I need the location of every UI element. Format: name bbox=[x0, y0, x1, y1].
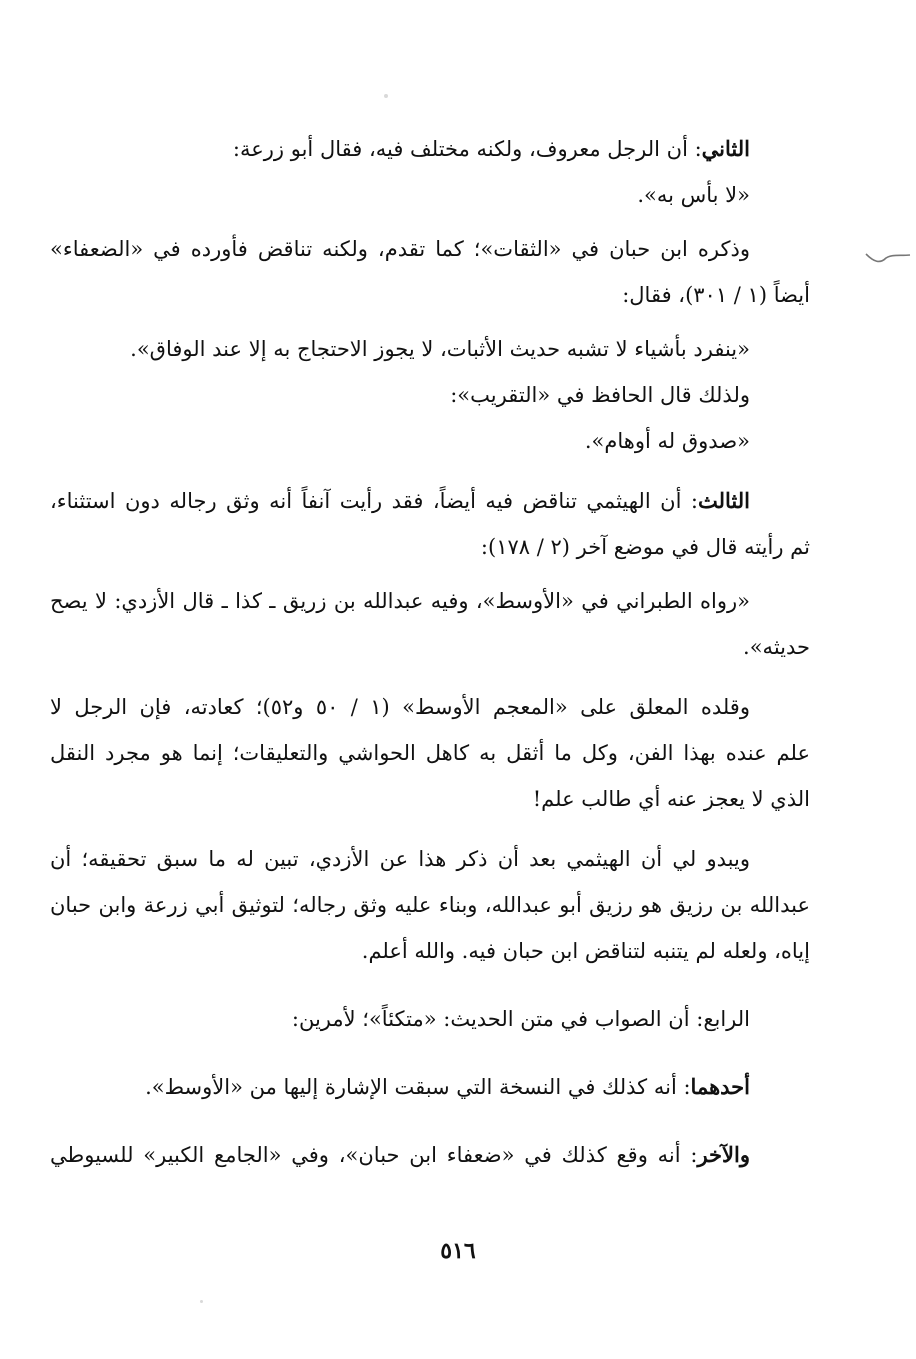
line-text: «لا بأس به». bbox=[637, 183, 750, 207]
text-line bbox=[50, 578, 810, 624]
text-line bbox=[50, 418, 810, 464]
line-text: «ينفرد بأشياء لا تشبه حديث الأثبات، لا يجوز الاحتجاج به إلا عند الوفاق». bbox=[130, 337, 750, 361]
line-text: : أن الهيثمي تناقض فيه أيضاً، فقد رأيت آنفاً أنه وثق رجاله دون استثناء، bbox=[50, 489, 698, 513]
text-line bbox=[50, 372, 810, 418]
line-text: «رواه الطبراني في «الأوسط»، وفيه عبدالله بن زريق ـ كذا ـ قال الأزدي: لا يصح bbox=[50, 589, 750, 613]
text-line bbox=[50, 882, 810, 928]
text-line bbox=[50, 776, 810, 822]
line-text: : أنه كذلك في النسخة التي سبقت الإشارة إليها من «الأوسط». bbox=[145, 1075, 691, 1099]
text-line bbox=[50, 126, 810, 172]
line-text: عبدالله بن رزيق هو رزيق أبو عبدالله، وبناء عليه وثق رجاله؛ لتوثيق أبي زرعة وابن حبان bbox=[50, 893, 810, 917]
text-line bbox=[50, 226, 810, 272]
text-line bbox=[50, 272, 810, 318]
line-text: الذي لا يعجز عنه أي طالب علم! bbox=[532, 787, 810, 811]
text-line bbox=[50, 326, 810, 372]
line-lead: الثاني bbox=[701, 136, 750, 161]
text-line bbox=[50, 172, 810, 218]
line-text: وقلده المعلق على «المعجم الأوسط» (١ / ٥٠ و٥٢)؛ كعادته، فإن الرجل لا bbox=[50, 695, 750, 719]
text-line bbox=[50, 996, 810, 1042]
text-line bbox=[50, 684, 810, 730]
page-body bbox=[50, 118, 810, 1178]
line-text: ولذلك قال الحافظ في «التقريب»: bbox=[450, 383, 750, 407]
text-line bbox=[50, 836, 810, 882]
text-line bbox=[50, 928, 810, 974]
margin-pencil-mark-icon bbox=[862, 246, 912, 276]
line-text: وذكره ابن حبان في «الثقات»؛ كما تقدم، ولكنه تناقض فأورده في «الضعفاء» bbox=[50, 237, 750, 261]
line-text: : أن الرجل معروف، ولكنه مختلف فيه، فقال أبو زرعة: bbox=[232, 137, 702, 161]
text-line bbox=[50, 1132, 810, 1178]
line-text: «صدوق له أوهام». bbox=[584, 429, 750, 453]
line-lead: أحدهما bbox=[690, 1074, 750, 1099]
line-text: ويبدو لي أن الهيثمي بعد أن ذكر هذا عن الأزدي، تبين له ما سبق تحقيقه؛ أن bbox=[50, 847, 750, 871]
line-text: إياه، ولعله لم يتنبه لتناقض ابن حبان فيه. والله أعلم. bbox=[361, 939, 810, 963]
paper-speck bbox=[200, 1300, 203, 1303]
paper-speck bbox=[384, 94, 388, 98]
line-text: الرابع: أن الصواب في متن الحديث: «متكئاً»؛ لأمرين: bbox=[291, 1007, 750, 1031]
line-lead: الثالث bbox=[698, 488, 750, 513]
line-lead: والآخر bbox=[697, 1142, 750, 1167]
text-line bbox=[50, 524, 810, 570]
line-text: ثم رأيته قال في موضع آخر (٢ / ١٧٨): bbox=[480, 535, 810, 559]
line-text: أيضاً (١ / ٣٠١)، فقال: bbox=[622, 283, 810, 307]
line-text: : أنه وقع كذلك في «ضعفاء ابن حبان»، وفي «الجامع الكبير» للسيوطي bbox=[50, 1143, 698, 1167]
text-line bbox=[50, 624, 810, 670]
text-line bbox=[50, 1064, 810, 1110]
text-line bbox=[50, 730, 810, 776]
text-line bbox=[50, 478, 810, 524]
line-text: حديثه». bbox=[743, 635, 810, 659]
page-number: ٥١٦ bbox=[440, 1238, 476, 1264]
line-text: علم عنده بهذا الفن، وكل ما أثقل به كاهل الحواشي والتعليقات؛ إنما هو مجرد النقل bbox=[50, 741, 810, 765]
